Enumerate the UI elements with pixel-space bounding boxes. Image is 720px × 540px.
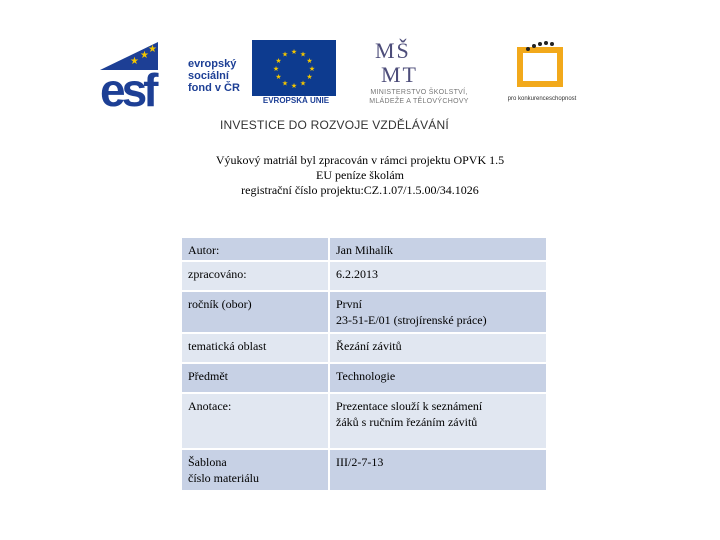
tagline: INVESTICE DO ROZVOJE VZDĚLÁVÁNÍ — [220, 118, 449, 132]
row-label: Autor: — [181, 237, 329, 261]
table-row — [181, 393, 547, 449]
esf-text: evropský sociální fond v ČR — [188, 58, 240, 94]
row-value: 6.2.2013 — [329, 261, 547, 291]
eu-caption: EVROPSKÁ UNIE — [262, 96, 330, 105]
op-logo — [512, 40, 568, 92]
intro-line: EU peníze školám — [316, 168, 404, 182]
svg-text:★: ★ — [308, 65, 316, 73]
svg-text:★: ★ — [290, 48, 298, 56]
svg-text:★: ★ — [306, 73, 313, 81]
svg-text:★: ★ — [275, 73, 282, 81]
table-row — [181, 291, 547, 333]
intro-line: Výukový matriál byl zpracován v rámci projektu OPVK 1.5 — [215, 153, 505, 167]
table-row — [181, 363, 547, 393]
row-value: Technologie — [329, 363, 547, 393]
row-label: ročník (obor) — [181, 291, 329, 333]
logo-banner — [100, 36, 590, 136]
op-caption: pro konkurenceschopnost — [507, 96, 577, 102]
eu-flag-icon — [252, 40, 336, 96]
svg-text:MT: MT — [381, 62, 418, 84]
svg-text:★: ★ — [130, 56, 139, 67]
intro-line: registrační číslo projektu:CZ.1.07/1.5.00/34.1026 — [241, 183, 479, 197]
svg-text:★: ★ — [290, 82, 298, 90]
row-label: Šablona číslo materiálu — [181, 449, 329, 491]
row-value: Řezání závitů — [329, 333, 547, 363]
table-row — [181, 261, 547, 291]
svg-text:esf: esf — [100, 64, 155, 108]
svg-text:★: ★ — [140, 50, 149, 61]
info-table — [180, 236, 548, 492]
svg-text:★: ★ — [281, 79, 289, 88]
table-row — [181, 333, 547, 363]
row-label: Anotace: — [181, 393, 329, 449]
row-value: První 23-51-E/01 (strojírenské práce) — [329, 291, 547, 333]
table-row — [181, 449, 547, 491]
row-label: tematická oblast — [181, 333, 329, 363]
svg-text:★: ★ — [148, 44, 157, 55]
svg-text:★: ★ — [299, 79, 307, 88]
svg-text:★: ★ — [299, 50, 307, 59]
svg-text:★: ★ — [281, 50, 289, 59]
msmt-logo — [375, 36, 445, 84]
svg-text:MŠ: MŠ — [375, 38, 411, 63]
ministry-caption: MINISTERSTVO ŠKOLSTVÍ, MLÁDEŽE A TĚLOVÝCHOVY — [369, 89, 469, 105]
row-label: zpracováno: — [181, 261, 329, 291]
project-intro — [160, 153, 560, 198]
row-value: Prezentace slouží k seznámení žáků s ručním řezáním závitů — [329, 393, 547, 449]
svg-text:★: ★ — [275, 57, 282, 65]
row-value: III/2-7-13 — [329, 449, 547, 491]
row-label: Předmět — [181, 363, 329, 393]
table-row — [181, 237, 547, 261]
svg-text:★: ★ — [306, 57, 313, 65]
svg-text:★: ★ — [272, 65, 280, 73]
row-value: Jan Mihalík — [329, 237, 547, 261]
